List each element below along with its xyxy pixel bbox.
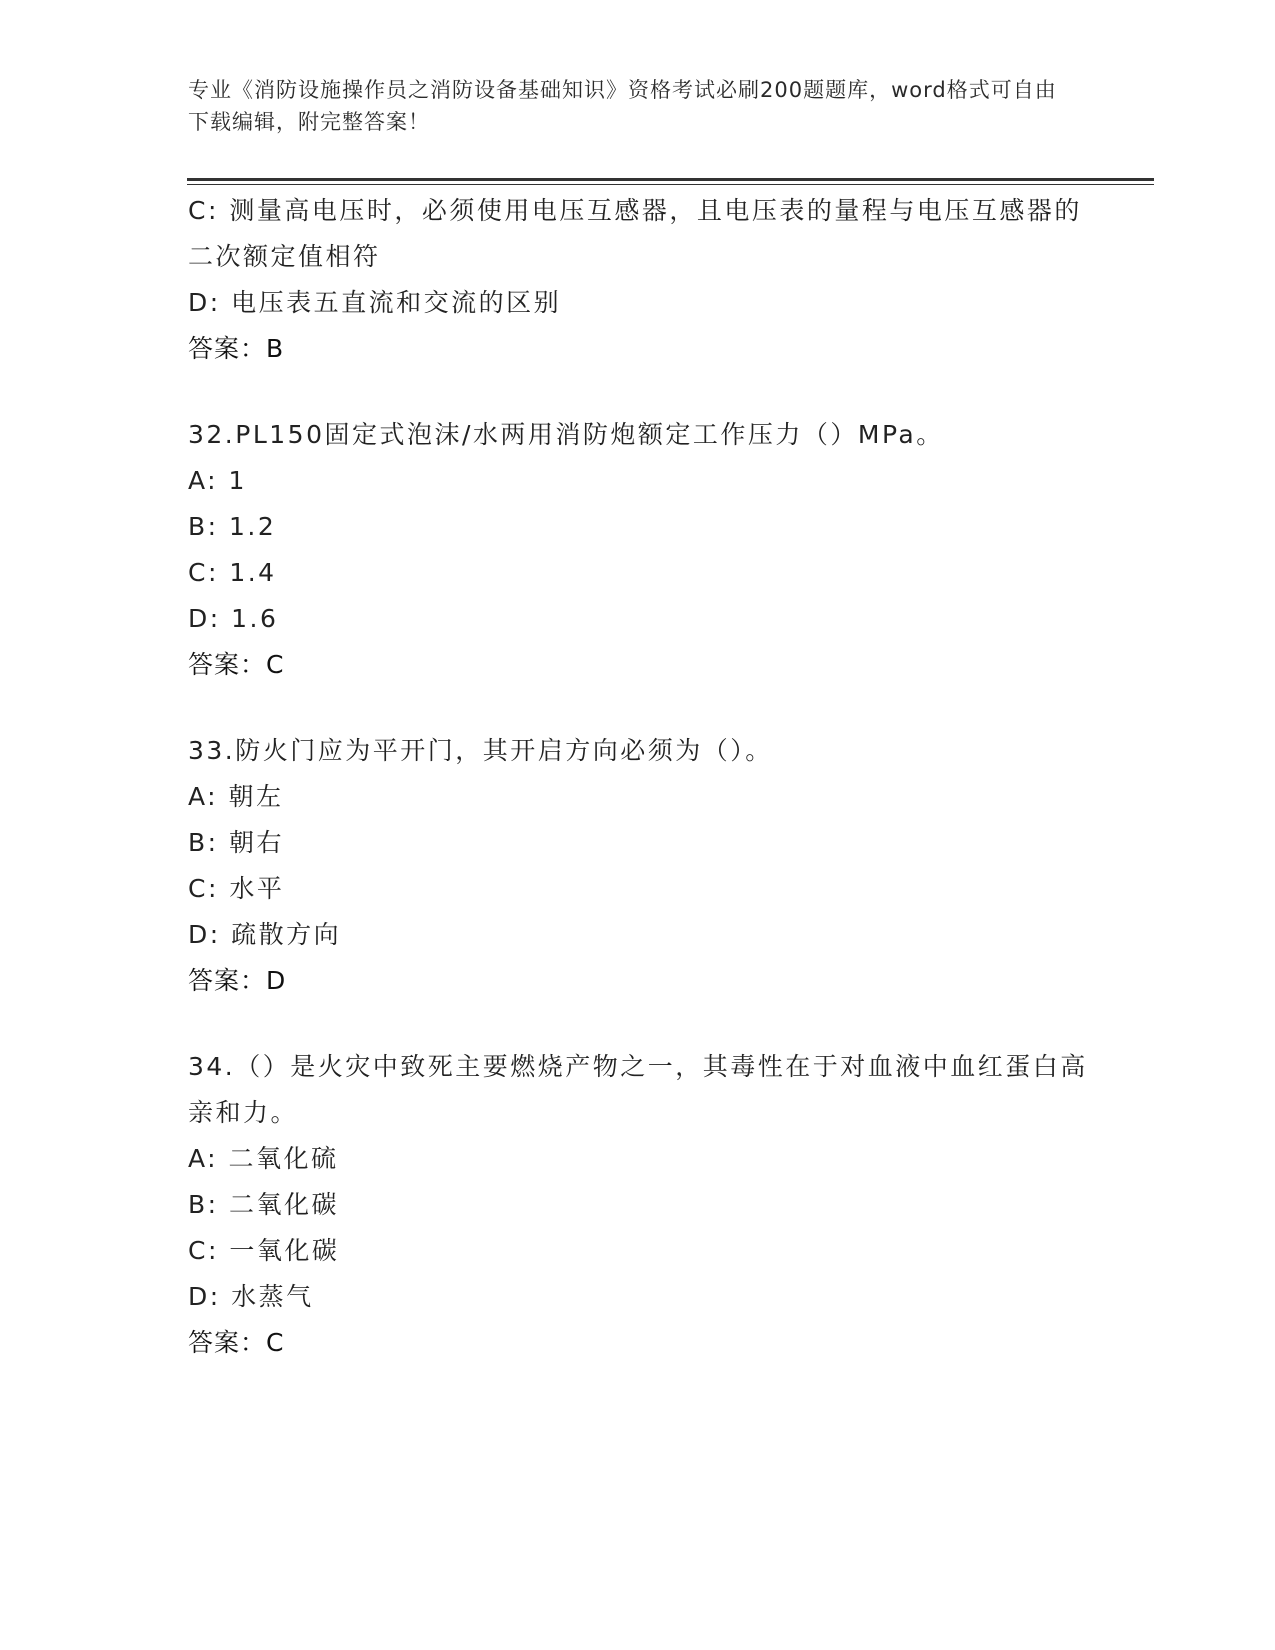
answer: 答案：C (188, 1328, 285, 1357)
question-stem: 33.防火门应为平开门，其开启方向必须为（）。 (188, 736, 773, 765)
option-c: C: 水平 (188, 874, 285, 903)
document-header: 专业《消防设施操作员之消防设备基础知识》资格考试必刷200题题库，word格式可自由下载编辑，附完整答案！ (188, 78, 1057, 134)
question-stem: 34.（）是火灾中致死主要燃烧产物之一，其毒性在于对血液中血红蛋白高亲和力。 (188, 1052, 1088, 1127)
option-b: B: 朝右 (188, 828, 285, 857)
option-d: D: 1.6 (188, 604, 279, 633)
option-c: C: 1.4 (188, 558, 277, 587)
question-list (188, 188, 1088, 1366)
option-d: D: 疏散方向 (188, 920, 342, 949)
question-34 (188, 1044, 1088, 1366)
option-a: A: 朝左 (188, 782, 284, 811)
option-d: D: 电压表五直流和交流的区别 (188, 288, 562, 317)
question-stem: 32.PL150固定式泡沫/水两用消防炮额定工作压力（）MPa。 (188, 420, 944, 449)
question-33 (188, 728, 1088, 1004)
option-d: D: 水蒸气 (188, 1282, 314, 1311)
option-b: B: 二氧化碳 (188, 1190, 340, 1219)
option-b: B: 1.2 (188, 512, 277, 541)
header-rule-thin (187, 184, 1154, 185)
answer: 答案：D (188, 966, 287, 995)
header-rule-thick (187, 178, 1154, 181)
previous-question-tail (188, 188, 1088, 372)
option-c: C: 测量高电压时，必须使用电压互感器，且电压表的量程与电压互感器的二次额定值相符 (188, 196, 1082, 271)
option-a: A: 1 (188, 466, 247, 495)
option-c: C: 一氧化碳 (188, 1236, 340, 1265)
answer: 答案：B (188, 334, 285, 363)
question-32 (188, 412, 1088, 688)
answer: 答案：C (188, 650, 285, 679)
option-a: A: 二氧化硫 (188, 1144, 339, 1173)
